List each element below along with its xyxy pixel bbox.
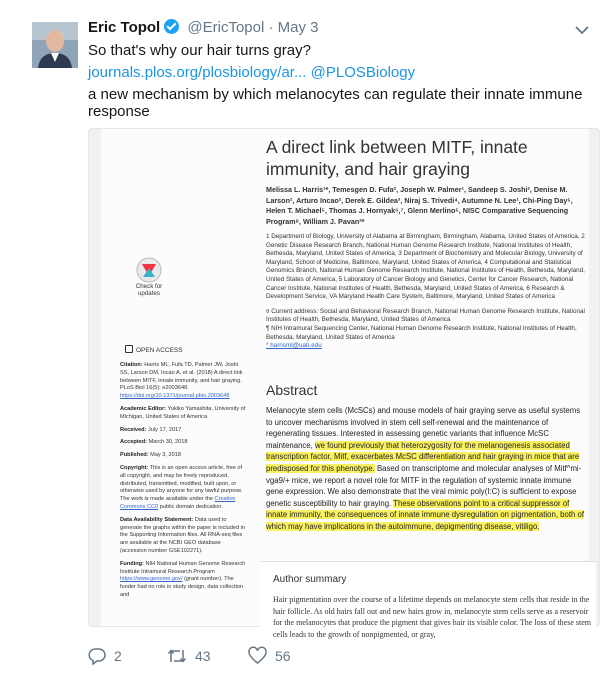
citation-block bbox=[120, 362, 246, 401]
author-name[interactable]: Eric Topol bbox=[88, 19, 161, 36]
editor-text: Yukiko Yamashita, University of Michigan, United States of America bbox=[120, 405, 246, 420]
reply-button[interactable] bbox=[88, 647, 122, 671]
accepted-label: Accepted: bbox=[120, 439, 148, 446]
citation-text: Harris ML, Fufa TD, Palmer JW, Joshi SS, Larson DM, Incao A, et al. (2018) A direct link between MITF, innate immunity, and hair graying. PLoS Biol 16(5): e2003648. bbox=[120, 362, 243, 392]
nih-note: ¶ NIH Intramural Sequencing Center, National Human Genome Research Institute, National Institutes of Health, Bethesda, Maryland, United States of America bbox=[266, 324, 577, 341]
article-sidebar bbox=[120, 362, 246, 605]
open-access-label bbox=[125, 345, 183, 354]
tweet-date[interactable]: May 3 bbox=[277, 19, 319, 36]
chevron-down-icon[interactable] bbox=[573, 23, 591, 37]
current-address: ¤ Current address: Social and Behavioral Research Branch, National Human Genome Research Institute, National Institutes of Health, Bethesda, Maryland, United States of America bbox=[266, 307, 585, 324]
retweet-count: 43 bbox=[195, 648, 211, 664]
tweet-text-line: a new mechanism by which melanocytes can regulate their innate immune bbox=[88, 86, 583, 103]
mention-link[interactable]: @PLOSBiology bbox=[310, 64, 416, 81]
data-label: Data Availability Statement: bbox=[120, 516, 194, 523]
reply-icon bbox=[88, 647, 106, 665]
tweet-header bbox=[88, 19, 319, 36]
editor-block bbox=[120, 406, 246, 422]
reply-count: 2 bbox=[114, 648, 122, 664]
published-date: May 3, 2018 bbox=[150, 452, 181, 459]
data-text: Data used to generate the graphs within the paper is included in the Supporting Information files. All RNA-seq files are available at the NCBI GEO database (accession number GSE102271). bbox=[120, 516, 246, 554]
corresponding-email: * harrisml@uab.edu bbox=[266, 342, 322, 350]
tweet-text-line: So that's why our hair turns gray? bbox=[88, 42, 311, 59]
funding-link: https://www.genome.gov/ bbox=[120, 576, 183, 583]
author-handle[interactable]: @EricTopol bbox=[187, 19, 265, 36]
crossmark-label: Check for updates bbox=[135, 283, 163, 297]
abstract-highlight: we found previously that heterozygosity for the melanogenesis associated transcription factor, Mitf, exacerbates McSC differentiation and hair graying in mice that are predisposed for this phenotype. bbox=[266, 440, 580, 473]
crossmark-badge-icon bbox=[130, 256, 168, 308]
funding-block bbox=[120, 561, 246, 600]
article-affiliations bbox=[266, 233, 586, 351]
article-page bbox=[101, 129, 591, 639]
author-summary-box bbox=[261, 561, 596, 642]
funding-end: (grant number). The funder had no role in study design, data collection and bbox=[120, 576, 244, 598]
abstract-part: Melanocyte stem cells (McSCs) and mouse models of hair graying serve as useful systems to uncover mechanisms involved in stem cell self-renewal and the maintenance of regenerating tissues. Interested in assessing genetic variants that influence McSC maintenance, bbox=[266, 406, 581, 450]
verified-badge-icon bbox=[164, 19, 179, 34]
published-label: Published: bbox=[120, 452, 149, 459]
abstract-highlight: These observations point to a critical suppressor of innate immunity, the consequences of innate immune dysregulation on pigmentation, both of which may have implications in the autoimmune, depigmenting disease, vitiligo. bbox=[266, 498, 584, 531]
avatar[interactable] bbox=[32, 22, 78, 68]
open-access-icon bbox=[125, 345, 133, 353]
separator: · bbox=[268, 19, 274, 36]
open-access-text: OPEN ACCESS bbox=[136, 347, 183, 354]
retweet-button[interactable] bbox=[167, 647, 211, 671]
copyright-end: public domain dedication. bbox=[159, 503, 223, 510]
article-title: A direct link between MITF, innate immunity, and hair graying bbox=[266, 137, 528, 179]
article-authors: Melissa L. Harris¹*, Temesgen D. Fufa², Joseph W. Palmer¹, Sandeep S. Joshi², Denise M. Larson², Arturo Incao², Derek E. Gildea³, Niraj S. Trivedi⁴, Autumne N. Lee¹, Chi-Ping Day⁵, Helen T. Michael⁵, Thomas J. Hornyak⁶,⁷, Glenn Merlino⁵, NISC Comparative Sequencing Program⁸, William J. Pavan²* bbox=[266, 185, 573, 226]
tweet-link-line bbox=[88, 64, 415, 81]
published-block bbox=[120, 452, 246, 460]
copyright-text: This is an open access article, free of all copyright, and may be freely reproduced, distributed, transmitted, modified, built upon, or otherwise used by anyone for any lawful purpose. The work is made available under the bbox=[120, 464, 243, 503]
retweet-icon bbox=[167, 647, 187, 665]
received-date: July 17, 2017 bbox=[148, 426, 182, 433]
received-label: Received: bbox=[120, 426, 147, 433]
like-icon bbox=[248, 647, 267, 665]
data-availability-block bbox=[120, 517, 246, 556]
tweet-image[interactable] bbox=[88, 128, 600, 639]
like-button[interactable] bbox=[248, 647, 291, 671]
doi-link: https://doi.org/10.1371/journal.pbio.2003648 bbox=[120, 393, 230, 400]
accepted-block bbox=[120, 439, 246, 447]
accepted-date: March 30, 2018 bbox=[148, 439, 188, 446]
author-summary-text: Hair pigmentation over the course of a lifetime depends on melanocyte stem cells that reside in the hair follicle. As old hairs fall out and new hairs grow in, melanocyte stem cells serve as a reservoir for the melanocytes that produce the pigment that gives hair its visible color. The loss of these stem cells leads to the growth of nonpigmented, or gray, bbox=[273, 595, 591, 639]
funding-label: Funding: bbox=[120, 560, 144, 567]
author-summary-heading: Author summary bbox=[273, 574, 347, 585]
received-block bbox=[120, 427, 246, 435]
like-count: 56 bbox=[275, 648, 291, 664]
editor-label: Academic Editor: bbox=[120, 405, 167, 412]
cc-link: Creative Commons CC0 bbox=[120, 496, 236, 510]
abstract-heading: Abstract bbox=[266, 382, 318, 398]
abstract-text bbox=[266, 405, 588, 533]
tweet-text-line: response bbox=[88, 103, 150, 120]
article-link[interactable]: journals.plos.org/plosbiology/ar... bbox=[88, 64, 307, 81]
citation-label: Citation: bbox=[120, 362, 143, 368]
copyright-label: Copyright: bbox=[120, 464, 149, 471]
copyright-block bbox=[120, 465, 246, 512]
funding-text: NIH National Human Genome Research Institute Intramural Research Program bbox=[120, 560, 246, 575]
affiliation-list: 1 Department of Biology, University of Alabama at Birmingham, Birmingham, Alabama, United States of America, 2 Genetic Disease Research Branch, National Human Genome Research Institute, National Institutes of Health, Bethesda, Maryland, United States of America, 3 Department of Biochemistry and Molecular Biology, University of Maryland, School of Medicine, Baltimore, Maryland, United States of America, 4 Computational and Statistical Genomics Branch, National Human Genome Research Institute, National Institutes of Health, Bethesda, Maryland, United States of America, 5 Laboratory of Cancer Biology and Genetics, Center for Cancer Research, National Cancer Institute, National Institutes of Health, Bethesda, Maryland, United States of America, 6 Research & Development Service, VA Maryland Health Care System, Baltimore, Maryland, United States of America bbox=[266, 233, 585, 301]
abstract-part: Based on transcriptome and molecular analyses of Mitf^mi-vga9/+ mice, we report a novel role for MITF in the regulation of systemic innate immune gene expression. We also demonstrate that the viral mimic poly(I:C) is sufficient to expose genetic susceptibility to hair graying. bbox=[266, 463, 582, 508]
